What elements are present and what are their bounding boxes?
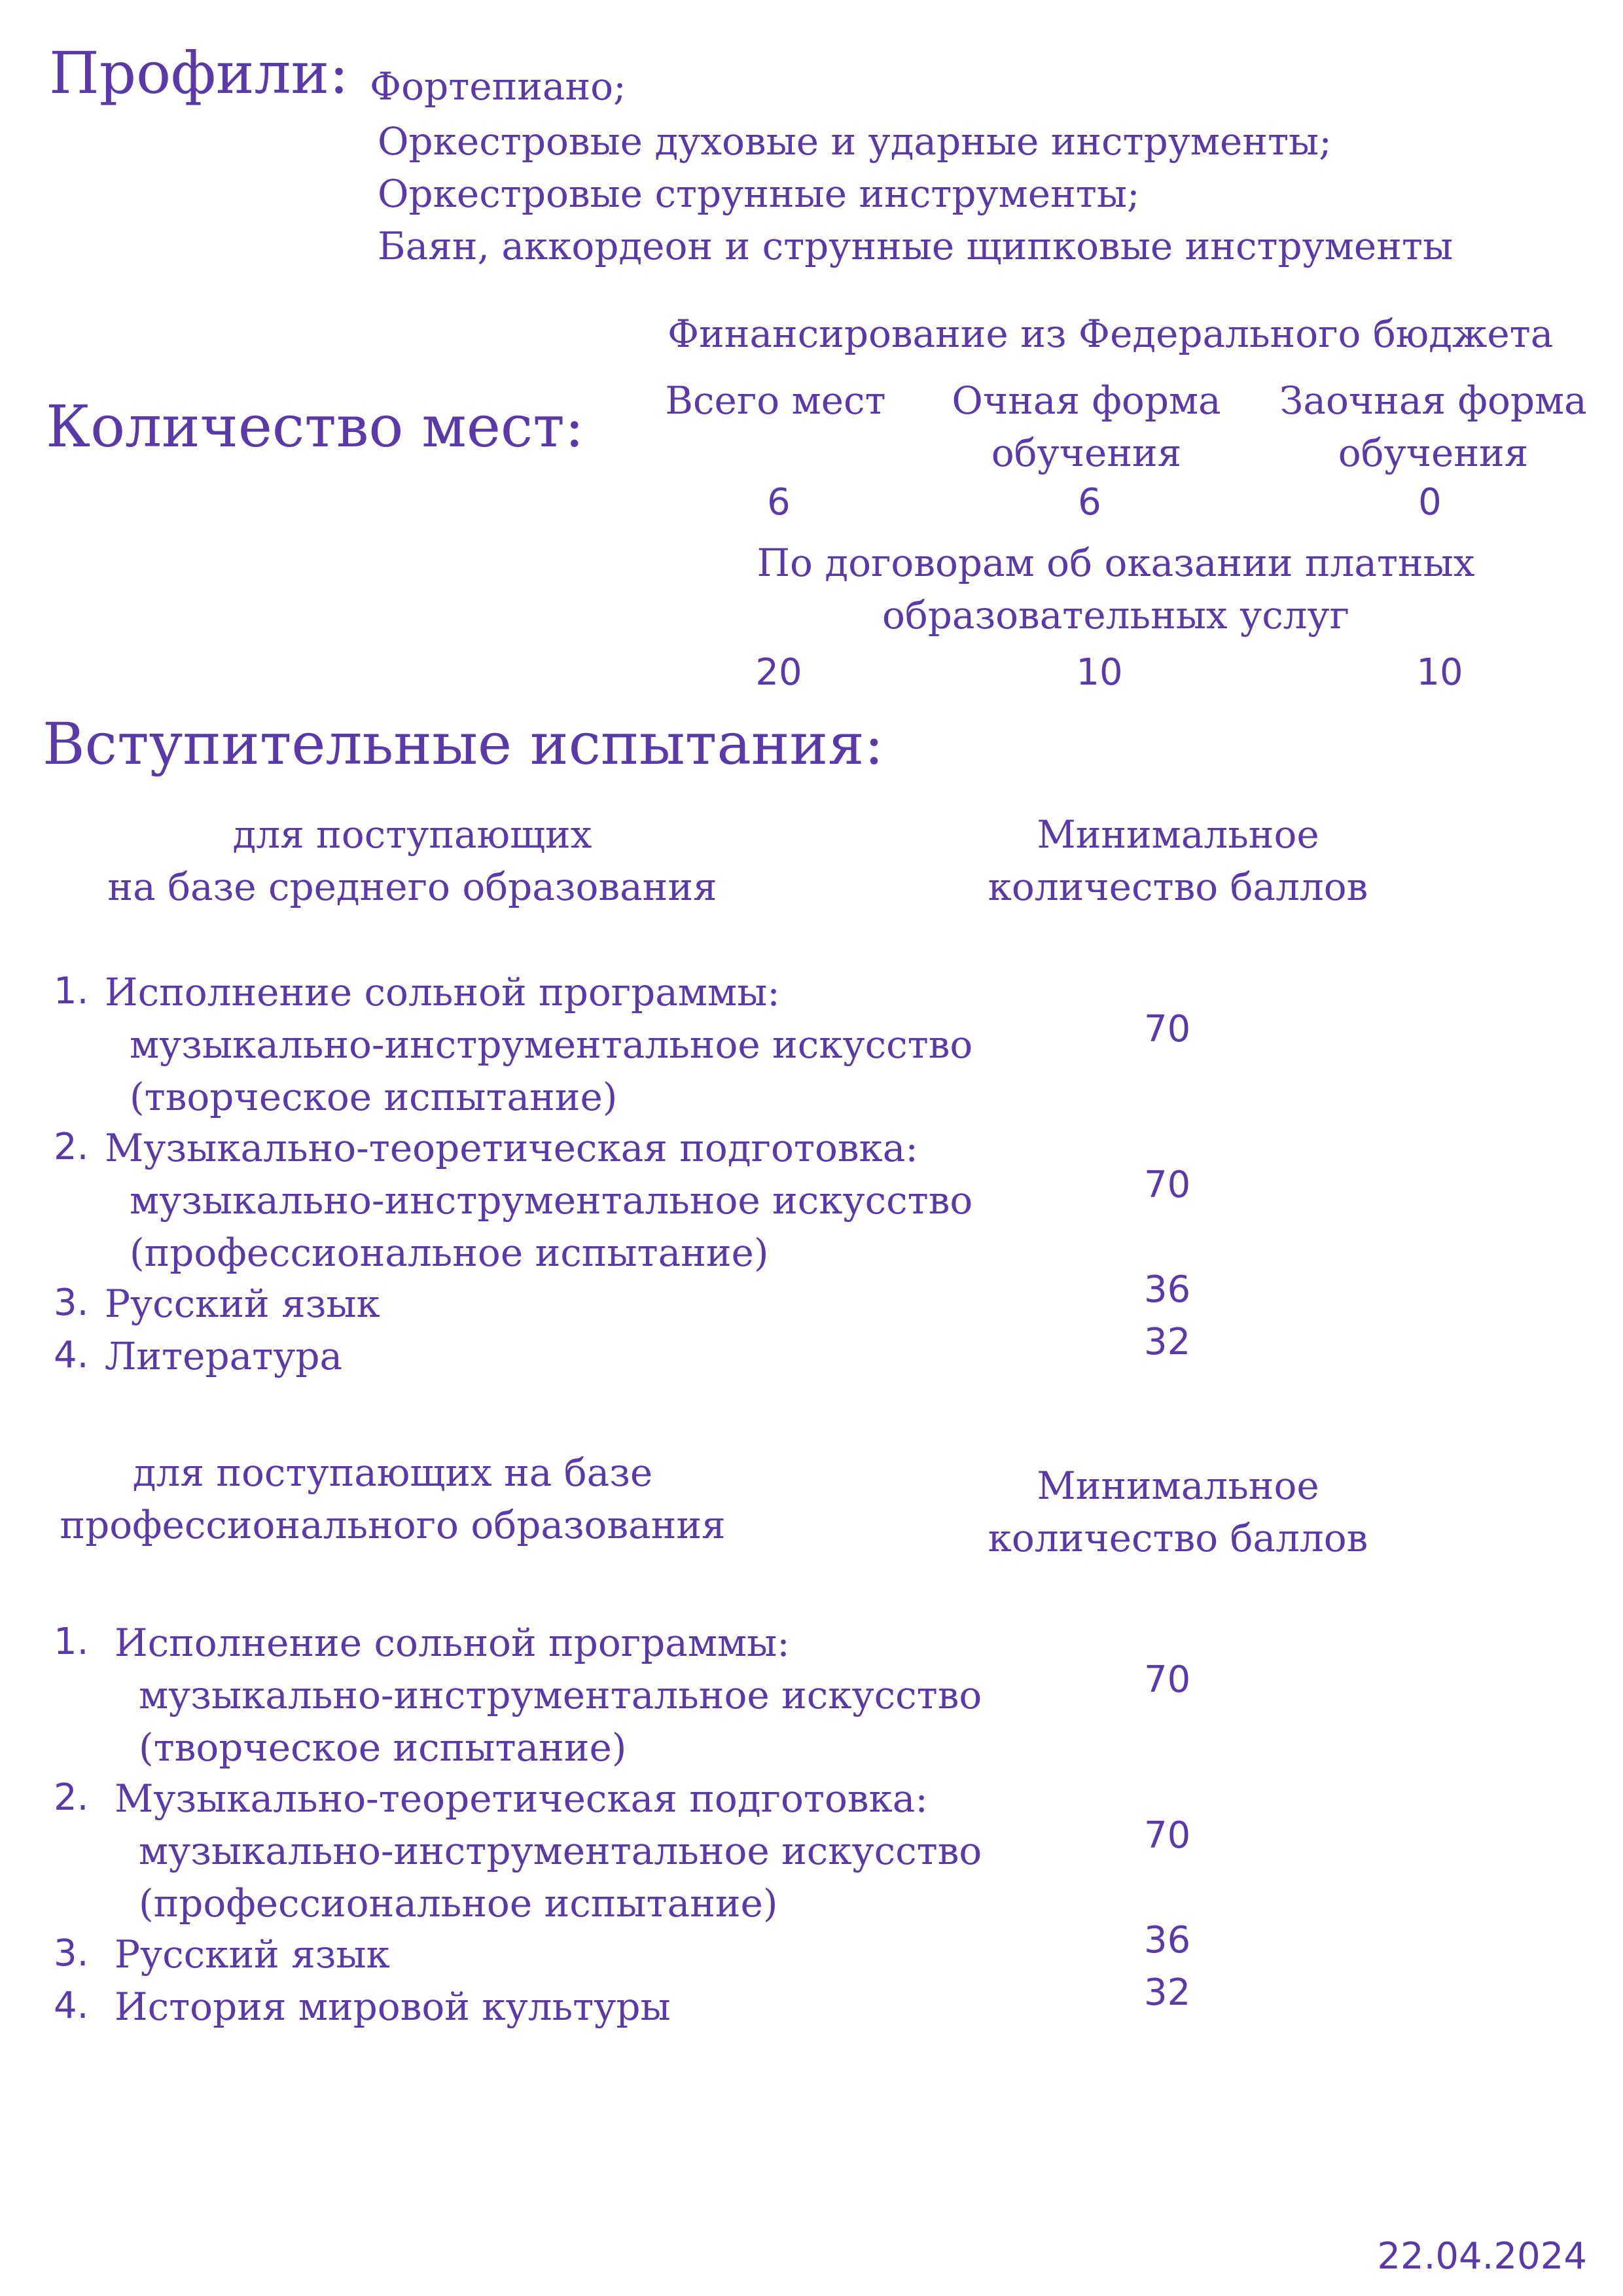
exam-score: 70	[1144, 1814, 1191, 1857]
profile-item: Баян, аккордеон и струнные щипковые инструменты	[378, 224, 1454, 268]
profile-item: Оркестровые духовые и ударные инструменты;	[378, 119, 1332, 164]
exam-number: 2.	[54, 1126, 89, 1168]
column-header-extramural: Заочная форма обучения	[1279, 378, 1587, 475]
exam-note: (творческое испытание)	[139, 1725, 627, 1770]
paid-extramural-value: 10	[1416, 651, 1463, 694]
exam-score: 32	[1144, 1321, 1191, 1363]
exam-number: 3.	[54, 1282, 89, 1324]
secondary-group-label: для поступающих на базе среднего образования	[107, 812, 717, 909]
exam-number: 3.	[54, 1932, 89, 1975]
professional-score-header: Минимальное количество баллов	[988, 1463, 1368, 1560]
exam-number: 4.	[54, 1334, 89, 1376]
exam-number: 2.	[54, 1776, 89, 1819]
exam-number: 1.	[54, 1621, 89, 1663]
exam-title: Русский язык	[115, 1932, 390, 1977]
exam-note: (профессиональное испытание)	[130, 1230, 769, 1275]
exam-title: Музыкально-теоретическая подготовка:	[105, 1126, 918, 1170]
exam-title: Русский язык	[105, 1282, 380, 1326]
exam-title: Исполнение сольной программы:	[115, 1621, 790, 1665]
exam-subtitle: музыкально-инструментальное искусство	[139, 1673, 982, 1717]
column-header-fulltime: Очная форма обучения	[952, 378, 1221, 475]
exam-subtitle: музыкально-инструментальное искусство	[139, 1829, 982, 1873]
exam-score: 36	[1144, 1919, 1191, 1962]
profile-item: Оркестровые струнные инструменты;	[378, 171, 1140, 216]
exam-number: 4.	[54, 1984, 89, 2027]
profile-item: Фортепиано;	[370, 64, 626, 109]
exams-heading: Вступительные испытания:	[43, 710, 884, 778]
federal-extramural-value: 0	[1418, 481, 1442, 524]
federal-total-value: 6	[767, 481, 791, 524]
exam-subtitle: музыкально-инструментальное искусство	[130, 1022, 973, 1067]
exam-title: Музыкально-теоретическая подготовка:	[115, 1776, 928, 1821]
paid-fulltime-value: 10	[1076, 651, 1123, 694]
exam-subtitle: музыкально-инструментальное искусство	[130, 1178, 973, 1223]
exam-title: История мировой культуры	[115, 1984, 671, 2029]
exam-title: Исполнение сольной программы:	[105, 970, 780, 1014]
federal-funding-label: Финансирование из Федерального бюджета	[668, 312, 1554, 356]
exam-title: Литература	[105, 1334, 343, 1378]
paid-services-label: По договорам об оказании платных образовательных услуг	[757, 541, 1475, 637]
professional-group-label: для поступающих на базе профессионального образования	[60, 1450, 726, 1547]
federal-fulltime-value: 6	[1078, 481, 1101, 524]
exam-score: 70	[1144, 1008, 1191, 1050]
places-heading: Количество мест:	[46, 393, 584, 460]
exam-score: 70	[1144, 1659, 1191, 1701]
document-date: 22.04.2024	[1377, 2235, 1587, 2278]
exam-note: (профессиональное испытание)	[139, 1881, 778, 1926]
secondary-score-header: Минимальное количество баллов	[988, 812, 1368, 909]
exam-score: 70	[1144, 1164, 1191, 1206]
exam-score: 36	[1144, 1268, 1191, 1311]
column-header-total: Всего мест	[665, 378, 886, 423]
profiles-heading: Профили:	[49, 39, 349, 107]
exam-number: 1.	[54, 970, 89, 1013]
exam-score: 32	[1144, 1971, 1191, 2014]
exam-note: (творческое испытание)	[130, 1075, 618, 1119]
paid-total-value: 20	[755, 651, 802, 694]
